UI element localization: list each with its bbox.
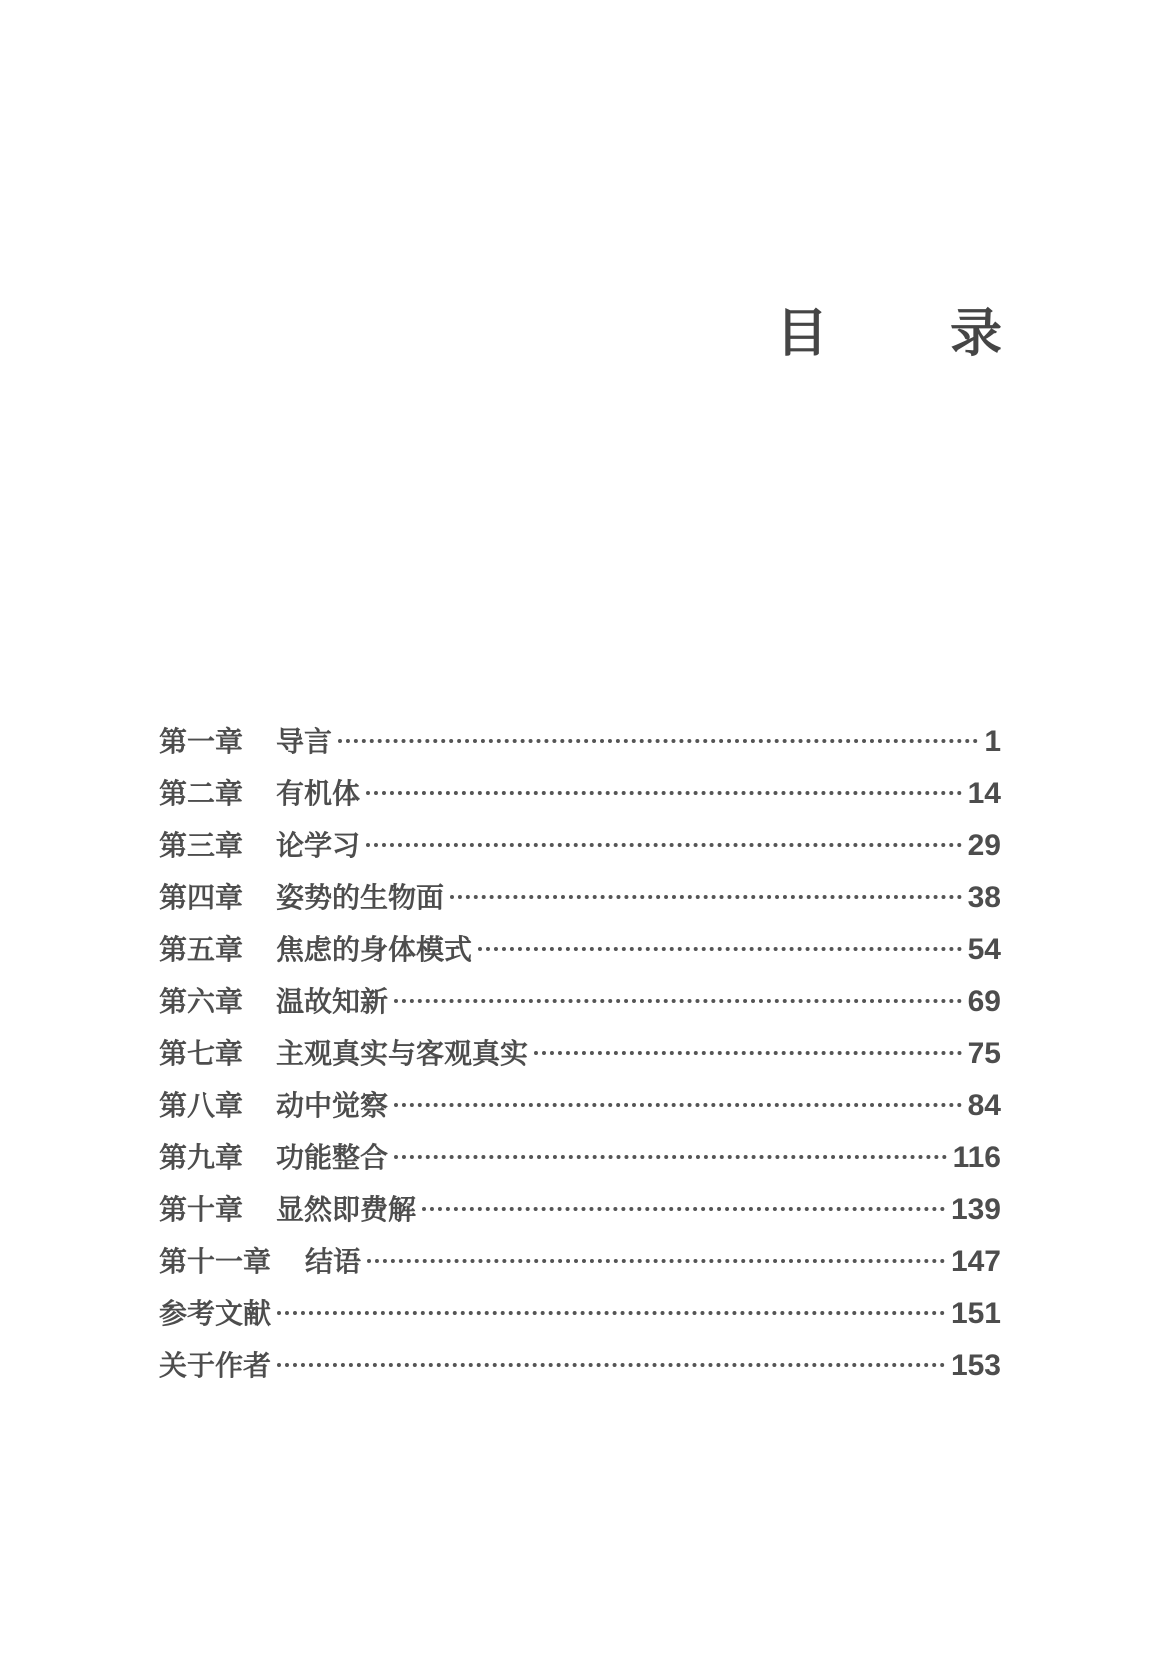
table-of-contents (159, 720, 1001, 1396)
toc-chapter-title: 温故知新 (276, 985, 389, 1018)
dot-leader (450, 895, 962, 899)
toc-chapter-number: 第一章 (159, 725, 244, 758)
toc-page-number: 29 (967, 829, 1001, 862)
toc-chapter-number: 第十章 (159, 1193, 244, 1226)
toc-chapter-number: 第八章 (159, 1089, 244, 1122)
toc-entry-chapter-10[interactable] (159, 1188, 1001, 1240)
toc-chapter-number: 第五章 (159, 933, 244, 966)
toc-page-number: 1 (984, 725, 1001, 758)
toc-chapter-title: 显然即费解 (276, 1193, 417, 1226)
dot-leader (534, 1051, 962, 1055)
toc-chapter-number: 第十一章 (159, 1245, 272, 1278)
toc-entry-chapter-4[interactable] (159, 876, 1001, 928)
toc-chapter-number: 第六章 (159, 985, 244, 1018)
toc-entry-chapter-5[interactable] (159, 928, 1001, 980)
toc-section-title: 关于作者 (159, 1349, 272, 1382)
toc-chapter-number: 第二章 (159, 777, 244, 810)
toc-page-number: 38 (967, 881, 1001, 914)
toc-entry-chapter-7[interactable] (159, 1032, 1001, 1084)
toc-chapter-title: 姿势的生物面 (276, 881, 445, 914)
toc-entry-chapter-9[interactable] (159, 1136, 1001, 1188)
toc-entry-chapter-8[interactable] (159, 1084, 1001, 1136)
toc-page-number: 151 (950, 1297, 1001, 1330)
toc-page-number: 14 (967, 777, 1001, 810)
toc-page-number: 69 (967, 985, 1001, 1018)
dot-leader (277, 1311, 945, 1315)
toc-chapter-title: 导言 (276, 725, 333, 758)
dot-leader (277, 1363, 945, 1367)
dot-leader (366, 791, 962, 795)
toc-entry-about-author[interactable] (159, 1344, 1001, 1396)
toc-section-title: 参考文献 (159, 1297, 272, 1330)
toc-entry-chapter-2[interactable] (159, 772, 1001, 824)
dot-leader (394, 999, 962, 1003)
dot-leader (422, 1207, 945, 1211)
toc-chapter-number: 第三章 (159, 829, 244, 862)
toc-chapter-title: 有机体 (276, 777, 361, 810)
toc-chapter-number: 第九章 (159, 1141, 244, 1174)
dot-leader (338, 739, 978, 743)
toc-chapter-title: 动中觉察 (276, 1089, 389, 1122)
toc-page-number: 153 (950, 1349, 1001, 1382)
toc-chapter-number: 第四章 (159, 881, 244, 914)
page-title: 目 录 (775, 304, 1054, 364)
toc-chapter-title: 结语 (305, 1245, 362, 1278)
toc-chapter-title: 主观真实与客观真实 (276, 1037, 529, 1070)
toc-page-number: 84 (967, 1089, 1001, 1122)
toc-entry-chapter-11[interactable] (159, 1240, 1001, 1292)
toc-page-number: 116 (952, 1141, 1001, 1174)
dot-leader (394, 1155, 947, 1159)
toc-page-number: 54 (967, 933, 1001, 966)
toc-entry-chapter-1[interactable] (159, 720, 1001, 772)
toc-entry-references[interactable] (159, 1292, 1001, 1344)
toc-entry-chapter-3[interactable] (159, 824, 1001, 876)
dot-leader (366, 843, 962, 847)
toc-entry-chapter-6[interactable] (159, 980, 1001, 1032)
toc-chapter-title: 焦虑的身体模式 (276, 933, 473, 966)
toc-chapter-title: 功能整合 (276, 1141, 389, 1174)
toc-page-number: 75 (967, 1037, 1001, 1070)
toc-chapter-title: 论学习 (276, 829, 361, 862)
dot-leader (394, 1103, 962, 1107)
toc-chapter-number: 第七章 (159, 1037, 244, 1070)
toc-page-number: 147 (950, 1245, 1001, 1278)
dot-leader (367, 1259, 945, 1263)
dot-leader (478, 947, 962, 951)
toc-page-number: 139 (950, 1193, 1001, 1226)
